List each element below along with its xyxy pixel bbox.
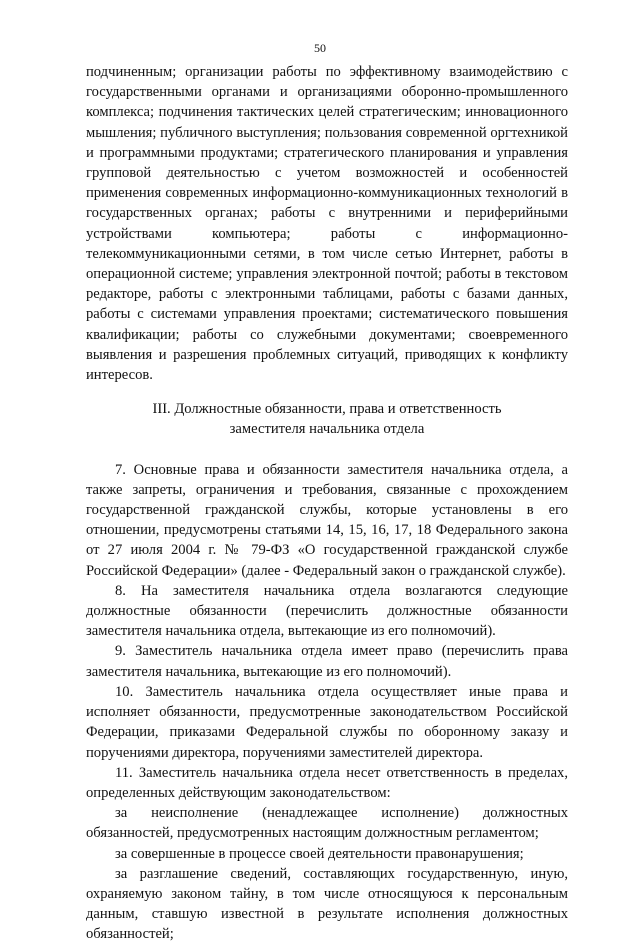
intro-paragraph: подчиненным; организации работы по эффективному взаимодействию с государственными органами и организациями оборонно-промышленного комплекса; подчинения тактических целей стратегическим; инновационного мышления; публичного выступления; пользования современной оргтехникой и программными продуктами; стратегического планирования и управления групповой деятельностью с учетом возможностей и особенностей применения современных информационно-коммуникационных технологий в государственных органах; работы с внутренними и периферийными устройствами компьютера; работы с информационно-телекоммуникационными сетями, в том числе сетью Интернет, работы в операционной системе; управления электронной почтой; работы в текстовом редакторе, работы с электронными таблицами, работы с базами данных, работы с системами управления проектами; систематического повышения квалификации; работы со служебными документами; своевременного выявления и разрешения проблемных ситуаций, приводящих к конфликту интересов.	[86, 64, 568, 384]
paragraph-11: 11. Заместитель начальника отдела несет ответственность в пределах, определенных действующим законодательством:	[86, 764, 568, 801]
responsibility-item: за неисполнение (ненадлежащее исполнение) должностных обязанностей, предусмотренных настоящим должностным регламентом;	[86, 805, 568, 842]
page-number: 50	[314, 41, 326, 55]
section-heading	[86, 399, 568, 439]
document-body	[86, 62, 568, 945]
paragraph-10: 10. Заместитель начальника отдела осуществляет иные права и исполняет обязанности, предусмотренные законодательством Российской Федерации, приказами Федеральной службы по оборонному заказу и поручениями директора, поручениями заместителей директора.	[86, 683, 568, 761]
paragraph-8: 8. На заместителя начальника отдела возлагаются следующие должностные обязанности (перечислить должностные обязанности заместителя начальника отдела, вытекающие из его полномочий).	[86, 582, 568, 640]
responsibility-item: за совершенные в процессе своей деятельности правонарушения;	[115, 845, 524, 862]
section-heading-line-2: заместителя начальника отдела	[229, 421, 425, 438]
section-heading-line-1: III. Должностные обязанности, права и ответственность	[152, 401, 502, 418]
paragraph-7: 7. Основные права и обязанности заместителя начальника отдела, а также запреты, ограничения и требования, связанные с прохождением государственной гражданской службы, которые установлены в его отношении, предусмотрены статьями 14, 15, 16, 17, 18 Федерального закона от 27 июля 2004 г. № 79-ФЗ «О государственной гражданской службе Российской Федерации» (далее - Федеральный закон о гражданской службе).	[86, 461, 568, 579]
responsibility-item: за разглашение сведений, составляющих государственную, иную, охраняемую законом тайну, в том числе относящуюся к персональным данным, ставшую известной в результате исполнения должностных обязанностей;	[86, 865, 568, 943]
paragraph-9: 9. Заместитель начальника отдела имеет право (перечислить права заместителя начальника, вытекающие из его полномочий).	[86, 643, 568, 680]
